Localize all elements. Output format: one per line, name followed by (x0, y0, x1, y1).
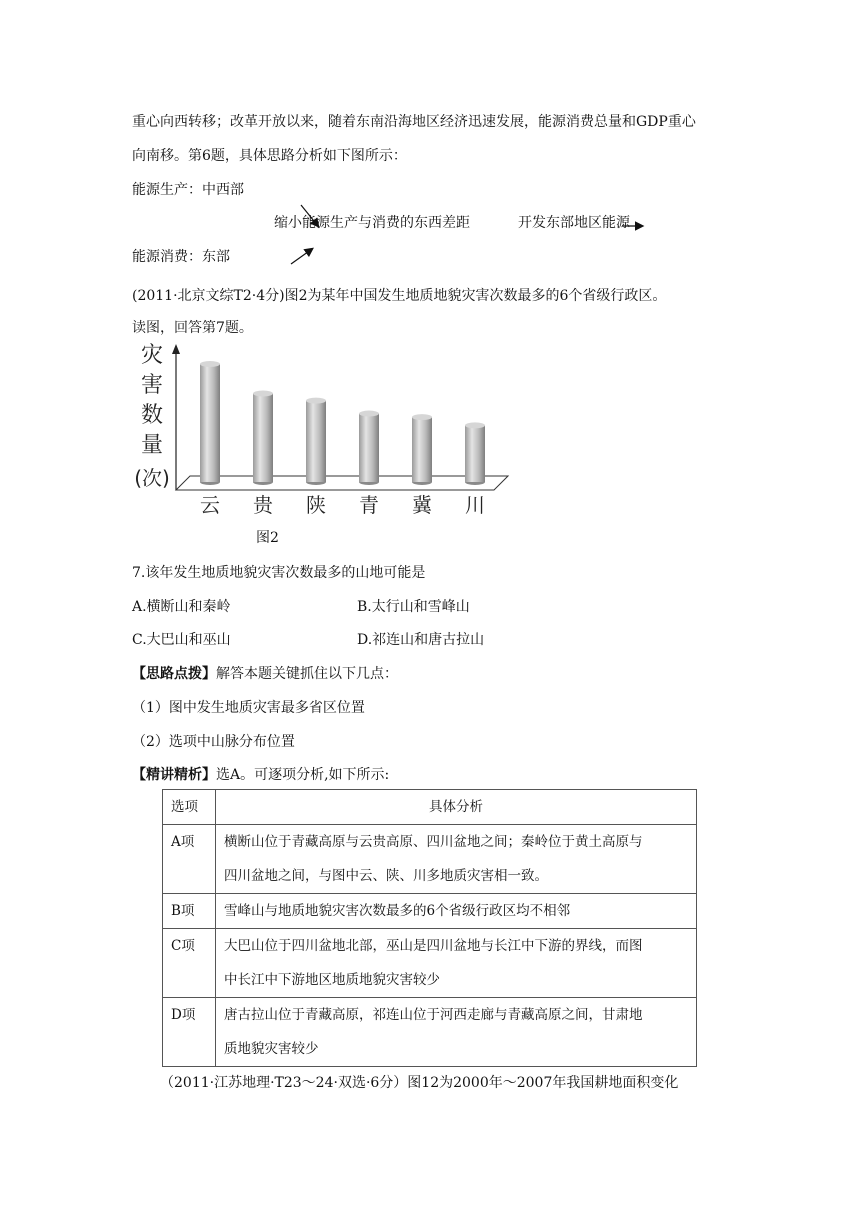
category-labels (200, 493, 485, 517)
analysis-table (162, 789, 697, 1067)
hint-point-2: （2）选项中山脉分布位置 (132, 734, 295, 750)
option-a: A.横断山和秦岭 (132, 599, 231, 615)
header-option: 选项 (163, 790, 216, 825)
row-line: 雪峰山与地质地貌灾害次数最多的6个省级行政区均不相邻 (224, 903, 571, 919)
analysis-heading (132, 765, 389, 785)
hint-title: 【思路点拨】 (132, 666, 216, 682)
row-option: C项 (163, 929, 216, 998)
flow-middle: 缩小能源生产与消费的东西差距 (274, 215, 470, 231)
row-line: 四川盆地之间，与图中云、陕、川多地质灾害相一致。 (224, 868, 548, 884)
y-axis-arrowhead (172, 344, 180, 354)
hint-point-1: （1）图中发生地质灾害最多省区位置 (132, 700, 365, 716)
bar-青 (359, 411, 379, 485)
analysis-title: 【精讲精析】 (132, 767, 216, 783)
bar-云 (200, 361, 220, 485)
footer-line: （2011·江苏地理·T23～24·双选·6分）图12为2000年～2007年我国耕地面积变化 (160, 1075, 679, 1091)
y-label-char: 量 (140, 433, 164, 458)
option-b: B.太行山和雪峰山 (357, 599, 470, 615)
option-d: D.祁连山和唐古拉山 (357, 632, 485, 648)
category-label: 冀 (412, 493, 432, 517)
question-stem: 7.该年发生地质地貌灾害次数最多的山地可能是 (132, 565, 426, 581)
q7-intro-line-2: 读图，回答第7题。 (132, 320, 253, 336)
bar-陕 (306, 398, 326, 485)
row-line: 大巴山位于四川盆地北部，巫山是四川盆地与长江中下游的界线，而图 (224, 938, 643, 954)
row-analysis (216, 998, 697, 1067)
flow-arrows (0, 0, 860, 280)
category-label: 贵 (253, 493, 273, 517)
y-label-char: 灾 (140, 343, 164, 368)
category-label: 川 (465, 493, 485, 517)
bar-贵 (253, 391, 273, 486)
table-row (163, 894, 697, 929)
category-label: 云 (200, 493, 220, 517)
flow-production: 能源生产：中西部 (132, 182, 244, 198)
header-analysis: 具体分析 (216, 790, 697, 825)
row-line: 质地貌灾害较少 (224, 1041, 319, 1057)
table-header-row (163, 790, 697, 825)
category-label: 陕 (306, 493, 326, 517)
q7-intro-line-1: (2011·北京文综T2·4分)图2为某年中国发生地质地貌灾害次数最多的6个省级行政区。 (132, 288, 667, 304)
row-line: 横断山位于青藏高原与云贵高原、四川盆地之间；秦岭位于黄土高原与 (224, 834, 643, 850)
y-label-char: 数 (140, 403, 164, 428)
disaster-bar-chart (112, 340, 522, 520)
intro-line-1: 重心向西转移；改革开放以来，随着东南沿海地区经济迅速发展，能源消费总量和GDP重心 (132, 114, 696, 130)
table-row (163, 929, 697, 998)
row-option: D项 (163, 998, 216, 1067)
table-row (163, 825, 697, 894)
category-label: 青 (359, 493, 379, 517)
intro-line-2: 向南移。第6题，具体思路分析如下图所示： (132, 148, 407, 164)
y-label-char: 害 (140, 373, 164, 398)
bars (200, 361, 485, 485)
flow-right: 开发东部地区能源 (518, 215, 630, 231)
row-line: 中长江中下游地区地质地貌灾害较少 (224, 972, 440, 988)
arrow-up-right (291, 249, 312, 264)
row-analysis (216, 825, 697, 894)
row-option: A项 (163, 825, 216, 894)
y-label-unit: (次) (134, 466, 170, 490)
y-axis-label (134, 343, 170, 490)
row-analysis (216, 894, 697, 929)
table-row (163, 998, 697, 1067)
chart-floor (176, 476, 508, 490)
row-line: 唐古拉山位于青藏高原，祁连山位于河西走廊与青藏高原之间，甘肃地 (224, 1007, 643, 1023)
hint-text: 解答本题关键抓住以下几点： (216, 666, 398, 682)
arrow-down-right (301, 205, 318, 226)
option-c: C.大巴山和巫山 (132, 632, 231, 648)
bar-川 (465, 422, 485, 485)
row-option: B项 (163, 894, 216, 929)
chart-caption: 图2 (256, 530, 279, 546)
analysis-text: 选A。可逐项分析,如下所示: (216, 767, 390, 783)
flow-consumption: 能源消费：东部 (132, 249, 230, 265)
hint-heading (132, 664, 398, 684)
row-analysis (216, 929, 697, 998)
bar-冀 (412, 414, 432, 485)
